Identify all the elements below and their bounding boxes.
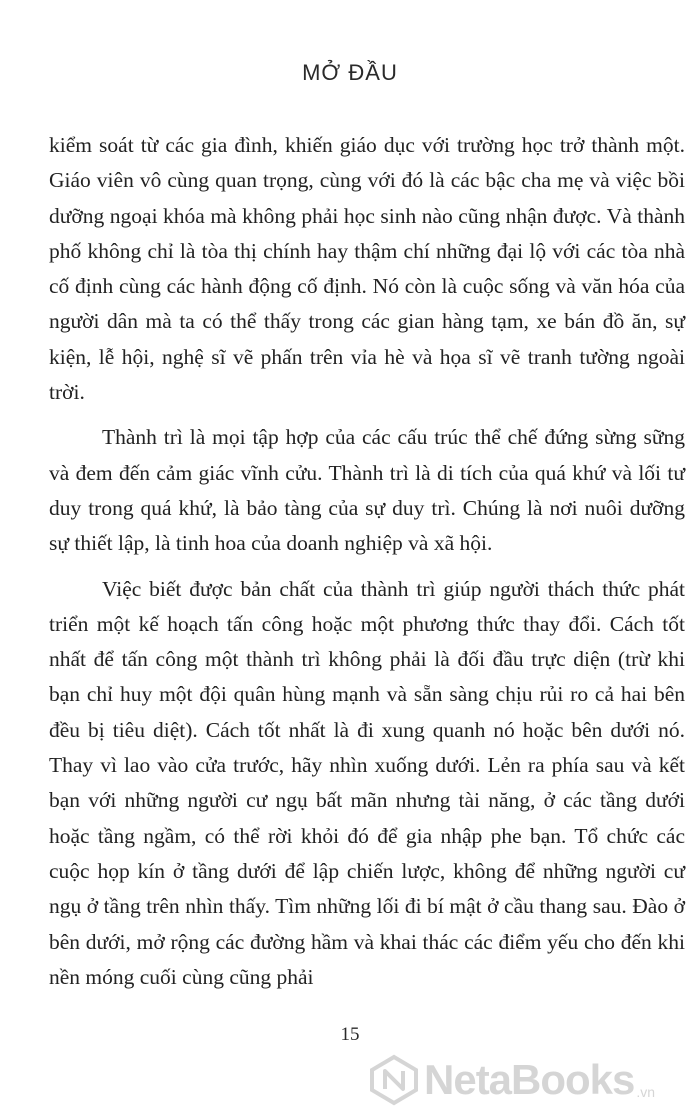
watermark bbox=[368, 1050, 700, 1110]
watermark-suffix: .vn bbox=[636, 1084, 656, 1100]
paragraph: Việc biết được bản chất của thành trì giúp người thách thức phát triển một kế hoạch tấn công hoặc một phương thức thay đổi. Cách tốt nhất để tấn công một thành trì không phải là đối đầu trực diện (trừ khi bạn chỉ huy một đội quân hùng mạnh và sẵn sàng chịu rủi ro cả hai bên đều bị tiêu diệt). Cách tốt nhất là đi xung quanh nó hoặc bên dưới nó. Thay vì lao vào cửa trước, hãy nhìn xuống dưới. Lẻn ra phía sau và kết bạn với những người cư ngụ bất mãn nhưng tài năng, ở các tầng dưới hoặc tầng ngầm, có thể rời khỏi đó để gia nhập phe bạn. Tổ chức các cuộc họp kín ở tầng dưới để lập chiến lược, không để những người cư ngụ ở tầng trên nhìn thấy. Tìm những lối đi bí mật ở cầu thang sau. Đào ở bên dưới, mở rộng các đường hầm và khai thác các điểm yếu cho đến khi nền móng cuối cùng cũng phải bbox=[49, 576, 685, 989]
watermark-brand: NetaBooks bbox=[424, 1056, 635, 1103]
paragraph: kiểm soát từ các gia đình, khiến giáo dục với trường học trở thành một. Giáo viên vô cùng quan trọng, cùng với đó là các bậc cha mẹ và việc bồi dưỡng ngoại khóa mà không phải học sinh nào cũng nhận được. Và thành phố không chỉ là tòa thị chính hay thậm chí những đại lộ với các tòa nhà cố định cùng các hành động cố định. Nó còn là cuộc sống và văn hóa của người dân mà ta có thể thấy trong các gian hàng tạm, xe bán đồ ăn, sự kiện, lễ hội, nghệ sĩ vẽ phấn trên vỉa hè và họa sĩ vẽ tranh tường ngoài trời. bbox=[49, 133, 685, 405]
page-number: 15 bbox=[340, 1024, 360, 1045]
netabooks-logo-icon bbox=[368, 1054, 420, 1106]
paragraph: Thành trì là mọi tập hợp của các cấu trúc thể chế đứng sừng sững và đem đến cảm giác vĩnh cửu. Thành trì là di tích của quá khứ và lối tư duy trong quá khứ, là bảo tàng của sự duy trì. Chúng là nơi nuôi dưỡng sự thiết lập, là tinh hoa của doanh nghiệp và xã hội. bbox=[49, 425, 685, 556]
body-text bbox=[49, 128, 685, 1005]
running-header: MỞ ĐẦU bbox=[302, 60, 398, 85]
